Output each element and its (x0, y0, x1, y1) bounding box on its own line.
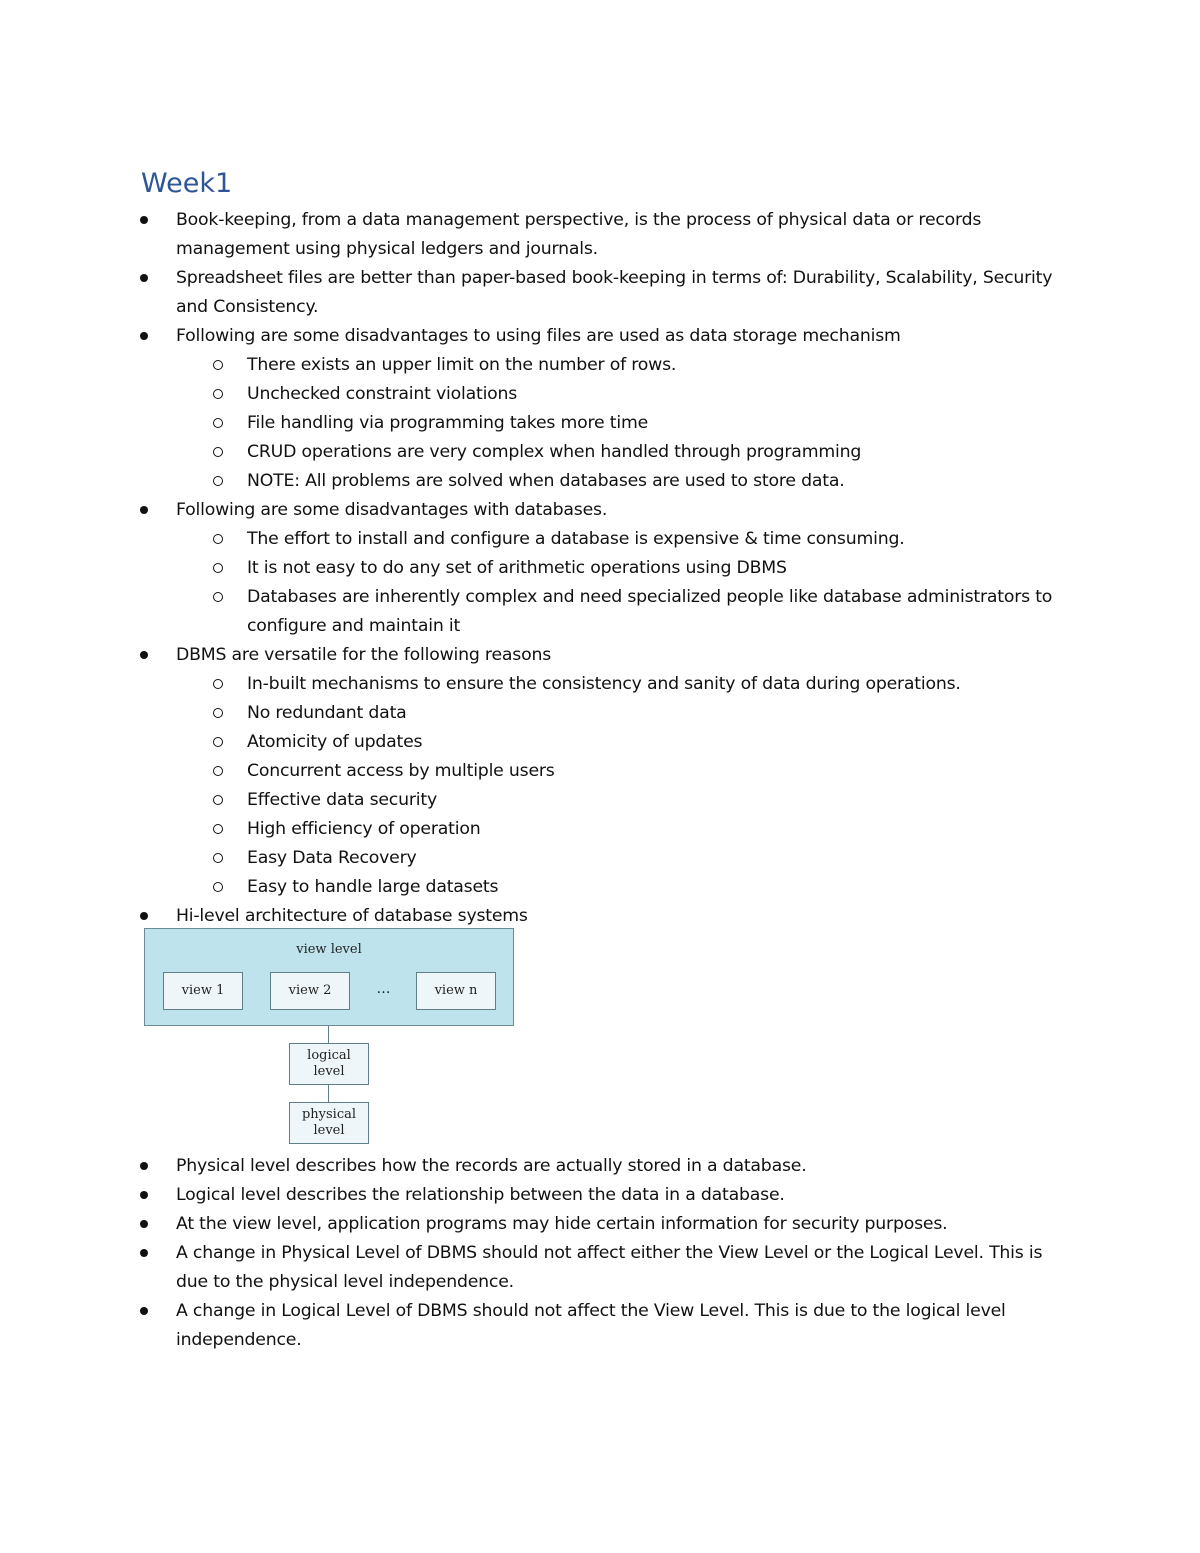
view-2-box: view 2 (270, 972, 350, 1010)
list-item (0, 902, 1200, 931)
hollow-bullet-icon (213, 737, 223, 747)
list-item-text: Hi-level architecture of database systems (176, 906, 528, 926)
sub-list-item (0, 670, 1200, 699)
page-title: Week1 (141, 168, 233, 199)
hollow-bullet-icon (213, 476, 223, 486)
sub-list (0, 525, 1200, 641)
physical-level-label-line: level (313, 1123, 345, 1138)
sub-list (0, 670, 1200, 902)
sub-list-item-text: Easy to handle large datasets (247, 877, 499, 897)
notes-list-after-diagram (0, 1152, 1200, 1355)
sub-list-item (0, 409, 1200, 438)
physical-level-box (289, 1102, 369, 1144)
sub-list-item (0, 438, 1200, 467)
sub-list-item (0, 583, 1200, 641)
list-item (0, 1239, 1200, 1297)
list-item (0, 496, 1200, 641)
logical-level-label-line: logical (307, 1048, 351, 1063)
sub-list-item-text: Easy Data Recovery (247, 848, 417, 868)
hollow-bullet-icon (213, 824, 223, 834)
sub-list-item (0, 873, 1200, 902)
bullet-icon (140, 912, 148, 920)
list-item (0, 1297, 1200, 1355)
hollow-bullet-icon (213, 708, 223, 718)
logical-level-box (289, 1043, 369, 1085)
list-item-text: Following are some disadvantages to using files are used as data storage mechanism (176, 326, 901, 346)
sub-list-item (0, 786, 1200, 815)
notes-list (0, 206, 1200, 931)
hollow-bullet-icon (213, 563, 223, 573)
sub-list-item-text: There exists an upper limit on the number of rows. (247, 355, 677, 375)
list-item (0, 1152, 1200, 1181)
sub-list (0, 351, 1200, 496)
hollow-bullet-icon (213, 766, 223, 776)
list-item-text: At the view level, application programs may hide certain information for security purposes. (176, 1214, 948, 1234)
hollow-bullet-icon (213, 418, 223, 428)
bullet-icon (140, 1249, 148, 1257)
hollow-bullet-icon (213, 853, 223, 863)
list-item-text: DBMS are versatile for the following reasons (176, 645, 552, 665)
bullet-icon (140, 332, 148, 340)
architecture-diagram (144, 928, 516, 1148)
view-1-box: view 1 (163, 972, 243, 1010)
bullet-icon (140, 1220, 148, 1228)
hollow-bullet-icon (213, 679, 223, 689)
sub-list-item-text: File handling via programming takes more time (247, 413, 649, 433)
hollow-bullet-icon (213, 389, 223, 399)
sub-list-item-text: Unchecked constraint violations (247, 384, 518, 404)
sub-list-item (0, 467, 1200, 496)
sub-list-item-text: Databases are inherently complex and need specialized people like database administrators to configure and maintain it (247, 587, 1053, 636)
bullet-icon (140, 1162, 148, 1170)
hollow-bullet-icon (213, 447, 223, 457)
sub-list-item-text: Concurrent access by multiple users (247, 761, 555, 781)
bullet-icon (140, 1191, 148, 1199)
hollow-bullet-icon (213, 534, 223, 544)
connector-line (328, 1026, 329, 1043)
list-item (0, 641, 1200, 902)
bullet-icon (140, 506, 148, 514)
sub-list-item (0, 380, 1200, 409)
sub-list-item-text: NOTE: All problems are solved when databases are used to store data. (247, 471, 845, 491)
sub-list-item (0, 815, 1200, 844)
list-item-text: Book-keeping, from a data management perspective, is the process of physical data or records management using physical ledgers and journals. (176, 210, 982, 259)
sub-list-item-text: The effort to install and configure a database is expensive & time consuming. (247, 529, 905, 549)
hollow-bullet-icon (213, 592, 223, 602)
list-item (0, 264, 1200, 322)
logical-level-label-line: level (313, 1064, 345, 1079)
list-item (0, 1210, 1200, 1239)
list-item-text: Logical level describes the relationship between the data in a database. (176, 1185, 785, 1205)
sub-list-item (0, 351, 1200, 380)
sub-list-item-text: Atomicity of updates (247, 732, 423, 752)
view-level-label: view level (296, 942, 362, 957)
sub-list-item-text: CRUD operations are very complex when handled through programming (247, 442, 862, 462)
list-item-text: Physical level describes how the records are actually stored in a database. (176, 1156, 807, 1176)
ellipsis: … (376, 981, 392, 997)
sub-list-item (0, 554, 1200, 583)
sub-list-item-text: High efficiency of operation (247, 819, 481, 839)
sub-list-item (0, 844, 1200, 873)
physical-level-label-line: physical (301, 1107, 357, 1122)
view-n-box: view n (416, 972, 496, 1010)
hollow-bullet-icon (213, 795, 223, 805)
list-item (0, 1181, 1200, 1210)
list-item-text: A change in Physical Level of DBMS should not affect either the View Level or the Logical Level. This is due to the physical level independence. (176, 1243, 1043, 1292)
list-item (0, 322, 1200, 496)
view-level-band (144, 928, 514, 1026)
hollow-bullet-icon (213, 360, 223, 370)
hollow-bullet-icon (213, 882, 223, 892)
connector-line (328, 1085, 329, 1102)
sub-list-item-text: It is not easy to do any set of arithmetic operations using DBMS (247, 558, 787, 578)
sub-list-item-text: Effective data security (247, 790, 437, 810)
bullet-icon (140, 216, 148, 224)
sub-list-item (0, 699, 1200, 728)
sub-list-item-text: No redundant data (247, 703, 407, 723)
sub-list-item (0, 757, 1200, 786)
sub-list-item (0, 525, 1200, 554)
bullet-icon (140, 651, 148, 659)
sub-list-item-text: In-built mechanisms to ensure the consistency and sanity of data during operations. (247, 674, 961, 694)
bullet-icon (140, 1307, 148, 1315)
bullet-icon (140, 274, 148, 282)
sub-list-item (0, 728, 1200, 757)
list-item-text: Following are some disadvantages with databases. (176, 500, 608, 520)
list-item-text: A change in Logical Level of DBMS should not affect the View Level. This is due to the logical level independence. (176, 1301, 1006, 1350)
list-item (0, 206, 1200, 264)
list-item-text: Spreadsheet files are better than paper-based book-keeping in terms of: Durability, Scalability, Security and Consistency. (176, 268, 1053, 317)
